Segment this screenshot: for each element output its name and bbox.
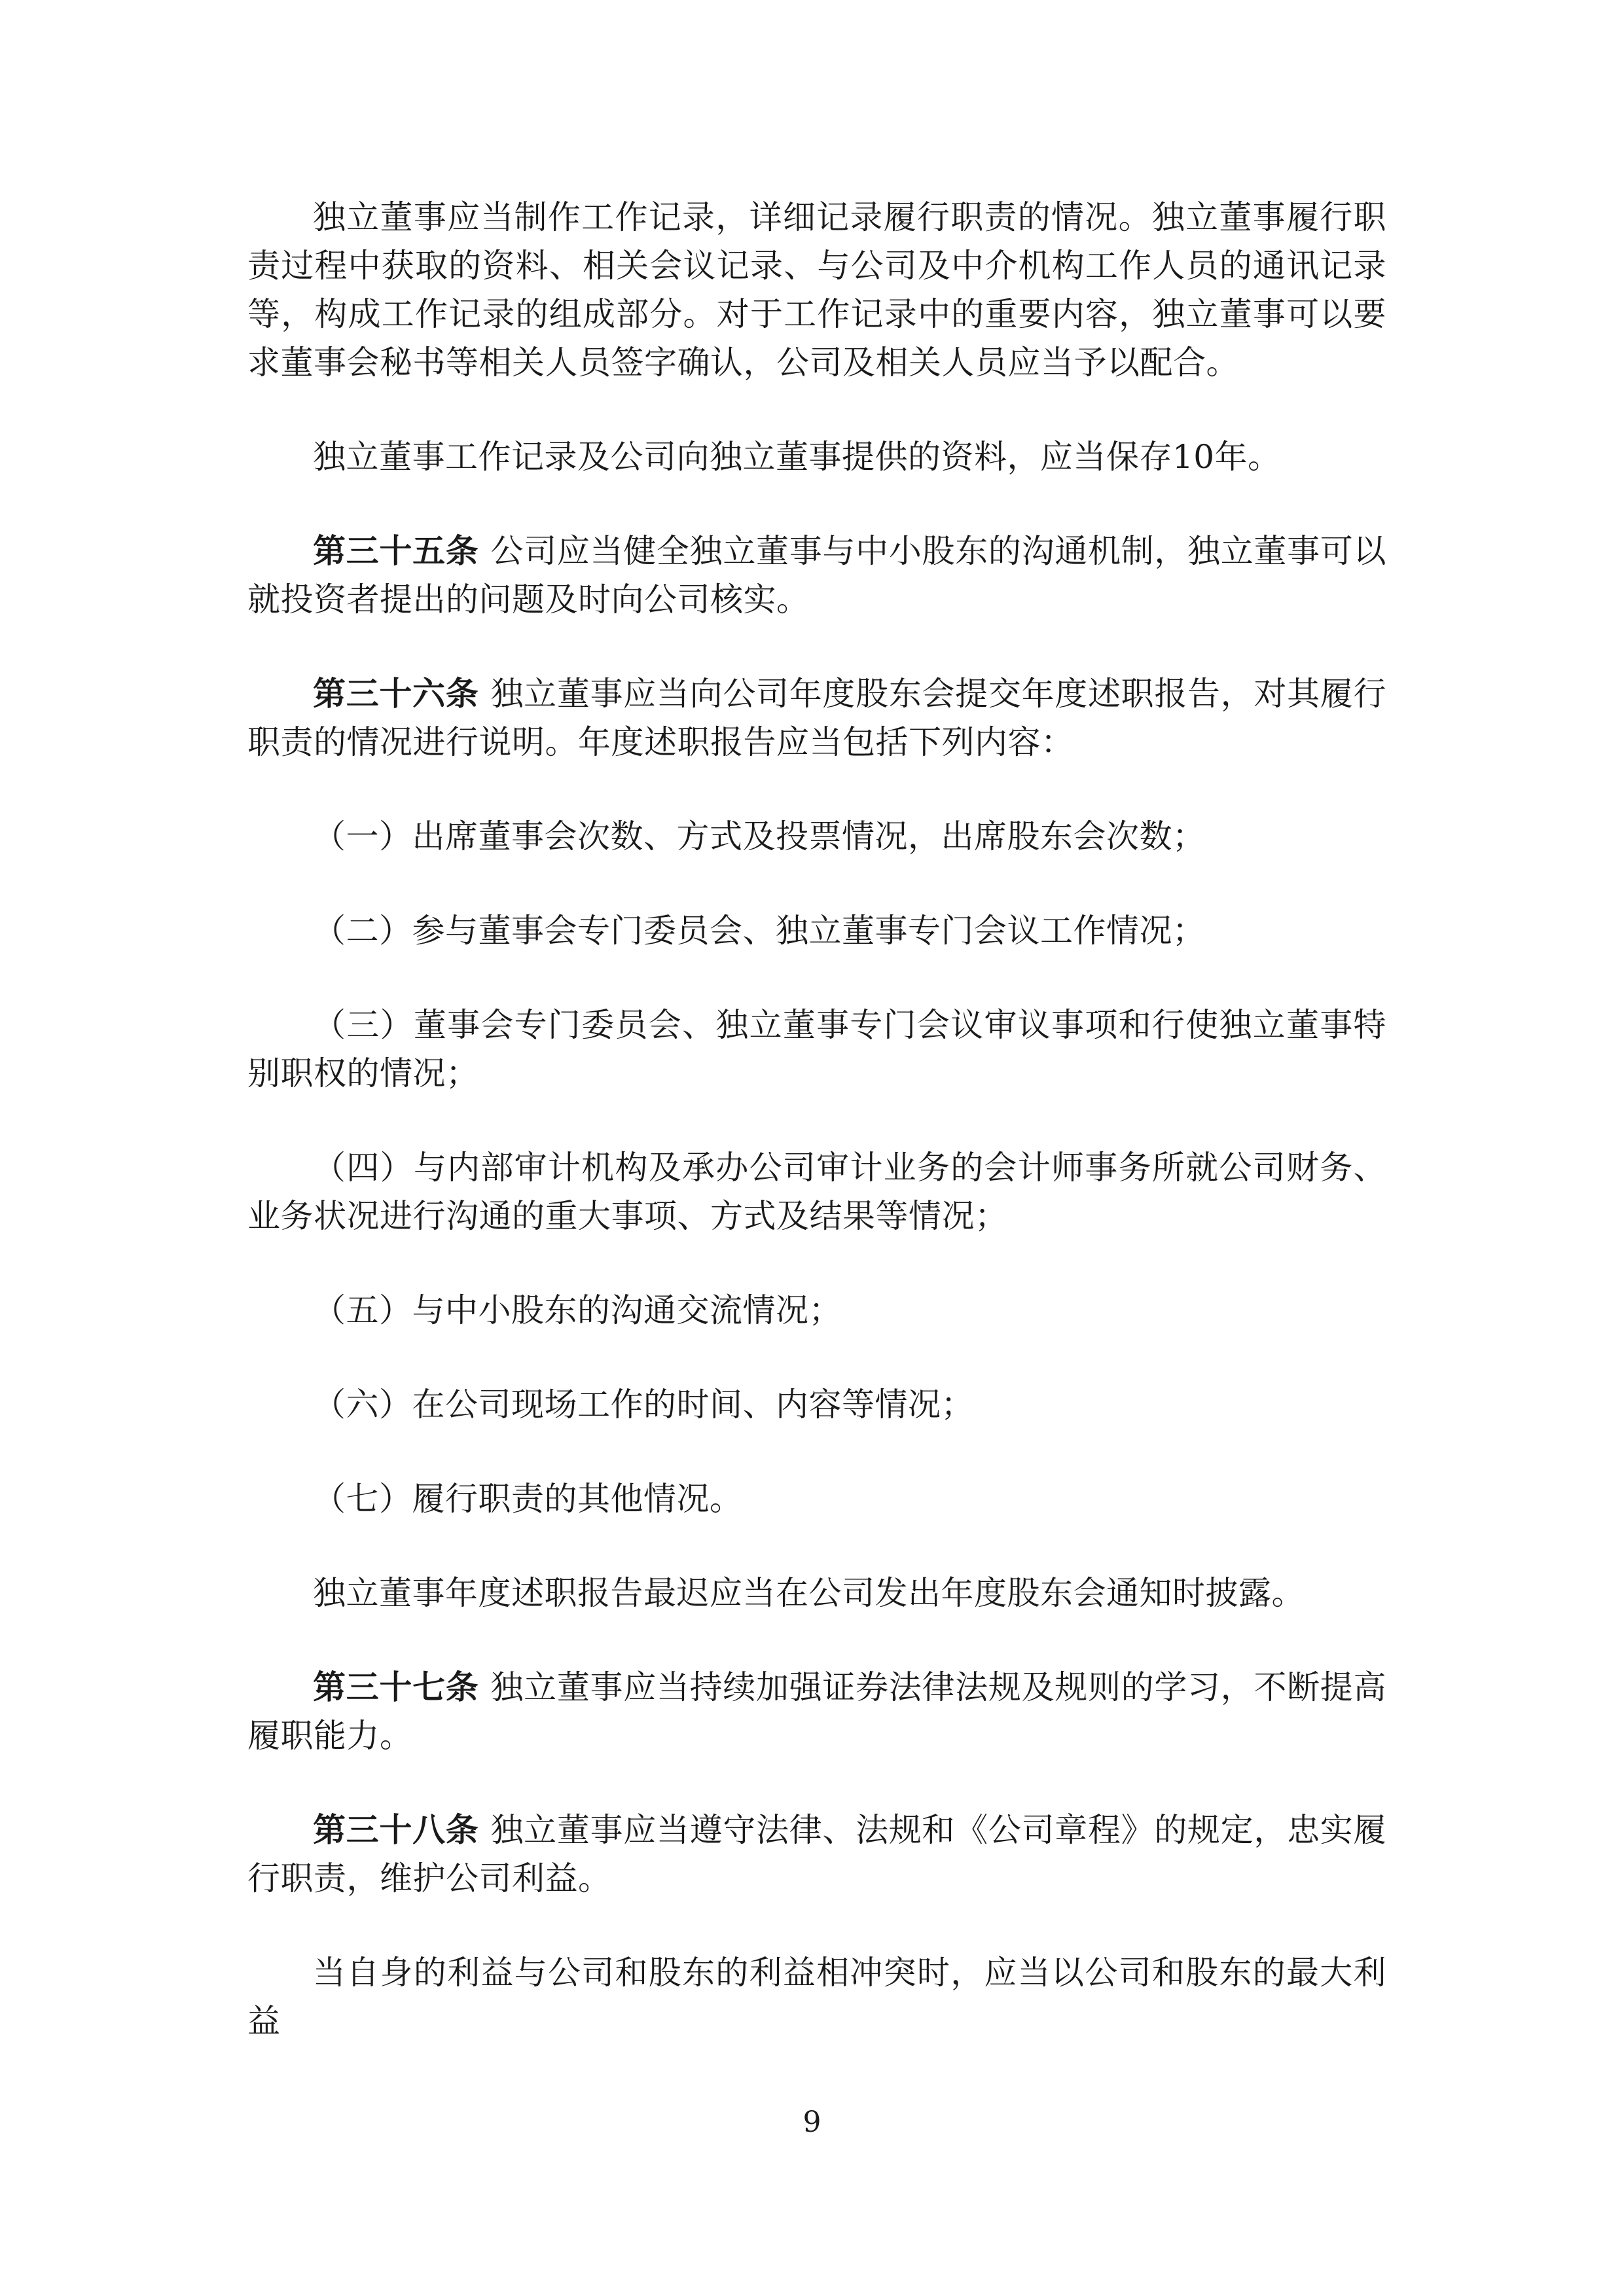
article-heading: 第三十六条 [313, 675, 479, 713]
page-number: 9 [803, 2106, 821, 2139]
list-item-text: （三）董事会专门委员会、独立董事专门会议审议事项和行使独立董事特别职权的情况； [247, 1006, 1386, 1092]
paragraph-text: 当自身的利益与公司和股东的利益相冲突时，应当以公司和股东的最大利益 [247, 1954, 1386, 2040]
list-item-7 [247, 1475, 1386, 1523]
article-heading: 第三十八条 [313, 1811, 479, 1849]
paragraph-work-record [247, 193, 1386, 387]
article-37 [247, 1663, 1386, 1760]
list-item-text: （六）在公司现场工作的时间、内容等情况； [313, 1386, 974, 1424]
article-text: 独立董事应当持续加强证券法律法规及规则的学习，不断提高履职能力。 [247, 1668, 1386, 1755]
article-text: 独立董事应当遵守法律、法规和《公司章程》的规定，忠实履行职责，维护公司利益。 [247, 1811, 1386, 1897]
paragraph-conflict-of-interest [247, 1948, 1386, 2045]
article-36 [247, 670, 1386, 766]
list-item-text: （四）与内部审计机构及承办公司审计业务的会计师事务所就公司财务、业务状况进行沟通的重大事项、方式及结果等情况； [247, 1149, 1386, 1235]
article-text: 独立董事应当向公司年度股东会提交年度述职报告，对其履行职责的情况进行说明。年度述职报告应当包括下列内容： [247, 675, 1386, 761]
list-item-5 [247, 1286, 1386, 1335]
list-item-text: （一）出席董事会次数、方式及投票情况，出席股东会次数； [313, 817, 1206, 855]
document-body [247, 193, 1386, 2091]
paragraph-text: 独立董事应当制作工作记录，详细记录履行职责的情况。独立董事履行职责过程中获取的资料、相关会议记录、与公司及中介机构工作人员的通讯记录等，构成工作记录的组成部分。对于工作记录中的重要内容，独立董事可以要求董事会秘书等相关人员签字确认，公司及相关人员应当予以配合。 [247, 198, 1386, 382]
article-heading: 第三十七条 [313, 1668, 479, 1706]
paragraph-disclosure [247, 1569, 1386, 1617]
list-item-6 [247, 1380, 1386, 1429]
list-item-text: （五）与中小股东的沟通交流情况； [313, 1291, 842, 1329]
article-35 [247, 527, 1386, 624]
list-item-3 [247, 1001, 1386, 1098]
article-38 [247, 1806, 1386, 1903]
article-text: 公司应当健全独立董事与中小股东的沟通机制，独立董事可以就投资者提出的问题及时向公司核实。 [247, 532, 1386, 619]
list-item-2 [247, 906, 1386, 955]
list-item-text: （七）履行职责的其他情况。 [313, 1480, 743, 1518]
list-item-4 [247, 1143, 1386, 1240]
list-item-text: （二）参与董事会专门委员会、独立董事专门会议工作情况； [313, 912, 1206, 950]
list-item-1 [247, 812, 1386, 861]
paragraph-text: 独立董事工作记录及公司向独立董事提供的资料，应当保存10年。 [313, 438, 1281, 476]
paragraph-record-retention [247, 433, 1386, 481]
paragraph-text: 独立董事年度述职报告最迟应当在公司发出年度股东会通知时披露。 [313, 1574, 1305, 1612]
article-heading: 第三十五条 [313, 532, 479, 570]
